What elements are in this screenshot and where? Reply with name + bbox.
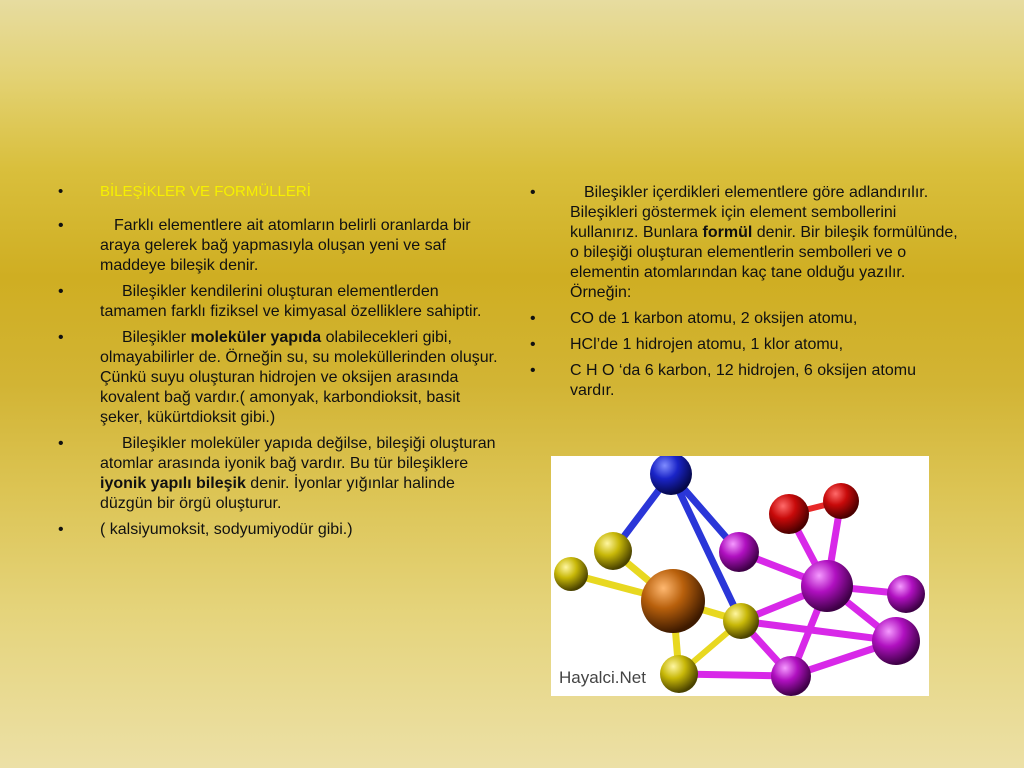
text-run: denir. İyonlar yığınlar halinde düzgün bir örgü oluşturur. (100, 475, 455, 512)
bold-term: iyonik yapılı bileşik (100, 475, 246, 492)
text-run: Bileşikler (122, 329, 191, 346)
text-run: olabilecekleri gibi, olmayabilirler de. Örneğin su, su moleküllerinden oluşur. Çünkü suyu oluşturan hidrojen ve oksijen arasında kovalent bağ vardır.( amonyak, karbondioksit, basit şeker, kükürtdioksit gibi.) (100, 329, 498, 426)
text-run: Bileşikler içerdikleri elementlere göre adlandırılır. Bileşikleri göstermek için element sembollerini kullanırız. Bunlara (570, 184, 929, 241)
text-run: ( kalsiyumoksit, sodyumiyodür gibi.) (100, 521, 353, 538)
text-run: denir. Bir bileşik formülünde, o bileşiği oluşturan elementlerin sembolleri ve o elementin atomlarından kaç tane olduğu yazılır. Örneğin: (570, 224, 958, 301)
molecule-image (551, 456, 929, 696)
bullet-item (58, 216, 498, 276)
bullet-marker: • (58, 521, 64, 538)
right-bullet-list (530, 183, 960, 401)
bullet-item (530, 335, 960, 355)
bullet-item (530, 361, 960, 401)
left-column (58, 182, 498, 546)
molecule-drawing (551, 456, 929, 696)
bullet-item (58, 520, 498, 540)
text-run: Farklı elementlere ait atomların belirli oranlarda bir araya gelerek bağ yapmasıyla oluşan yeni ve saf maddeye bileşik denir. (100, 217, 471, 274)
text-run: CO de 1 karbon atomu, 2 oksijen atomu, (570, 310, 858, 327)
bullet-marker: • (530, 310, 536, 327)
bullet-item (58, 282, 498, 322)
bullet-item (530, 309, 960, 329)
bullet-marker: • (530, 184, 536, 201)
text-run: C H O ‘da 6 karbon, 12 hidrojen, 6 oksijen atomu vardır. (570, 362, 916, 399)
bullet-marker: • (58, 183, 64, 200)
text-run: Bileşikler moleküler yapıda değilse, bileşiği oluşturan atomlar arasında iyonik bağ vardır. Bu tür bileşiklere (100, 435, 496, 472)
bold-term: moleküler yapıda (190, 329, 322, 346)
bullet-item (530, 183, 960, 303)
bullet-marker: • (58, 435, 64, 452)
bullet-item (58, 434, 498, 514)
section-title (58, 182, 498, 202)
left-bullet-list (58, 182, 498, 540)
bullet-marker: • (58, 329, 64, 346)
bullet-marker: • (58, 217, 64, 234)
bullet-item (58, 328, 498, 428)
bullet-marker: • (530, 362, 536, 379)
right-column (530, 183, 960, 407)
bold-term: formül (702, 224, 753, 241)
bullet-marker: • (530, 336, 536, 353)
watermark: Hayalci.Net (559, 668, 646, 687)
bullet-marker: • (58, 283, 64, 300)
text-run: Bileşikler kendilerini oluşturan elementlerden tamamen farklı fiziksel ve kimyasal özelliklere sahiptir. (100, 283, 482, 320)
title-text: BİLEŞİKLER VE FORMÜLLERİ (100, 183, 311, 200)
text-run: HCl’de 1 hidrojen atomu, 1 klor atomu, (570, 336, 844, 353)
atoms (554, 456, 925, 696)
